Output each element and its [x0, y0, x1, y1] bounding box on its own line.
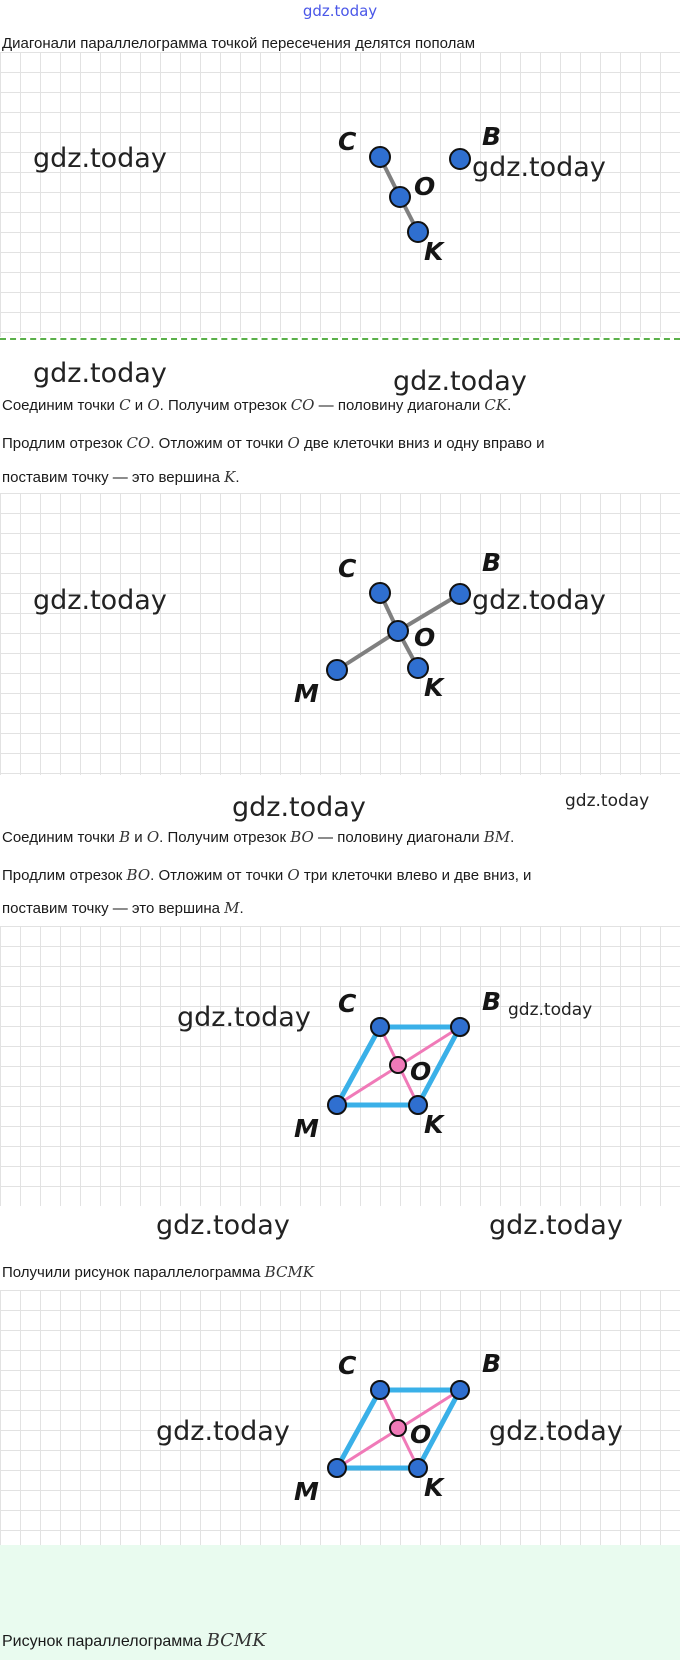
point-c — [370, 147, 390, 167]
point-o — [388, 621, 408, 641]
watermark: gdz.today — [472, 152, 606, 183]
label-o: O — [410, 1057, 432, 1086]
point-m — [327, 660, 347, 680]
label-k: K — [424, 1473, 444, 1502]
figure-caption: Рисунок параллелограмма BCMK — [2, 1630, 266, 1651]
point-b — [450, 149, 470, 169]
watermark: gdz.today — [232, 792, 366, 823]
step-1-line-1: Соединим точки C и O. Получим отрезок CO — половину диагонали CK. — [2, 396, 512, 414]
label-o: O — [410, 1420, 432, 1449]
label-k: K — [424, 237, 444, 266]
label-b: B — [482, 548, 502, 577]
point-c — [371, 1018, 389, 1036]
point-c — [370, 583, 390, 603]
point-o — [390, 1057, 406, 1073]
figure-4-drawing — [0, 1290, 680, 1545]
step-2-line-2: Продлим отрезок BO. Отложим от точки O три клеточки влево и две вниз, и — [2, 866, 532, 884]
step-2-line-3: поставим точку — это вершина M. — [2, 899, 244, 917]
watermark: gdz.today — [472, 585, 606, 616]
result-text: Получили рисунок параллелограмма BCMK — [2, 1263, 315, 1281]
watermark: gdz.today — [393, 366, 527, 397]
label-o: O — [414, 623, 436, 652]
label-c: C — [338, 127, 357, 156]
watermark: gdz.today — [489, 1210, 623, 1241]
point-b — [451, 1381, 469, 1399]
point-b — [451, 1018, 469, 1036]
label-m: M — [294, 1114, 319, 1143]
step-2-line-1: Соединим точки B и O. Получим отрезок BO — половину диагонали BM. — [2, 828, 515, 846]
intro-text: Диагонали параллелограмма точкой пересечения делятся пополам — [2, 35, 476, 52]
watermark: gdz.today — [508, 1000, 593, 1020]
site-brand[interactable]: gdz.today — [302, 2, 378, 20]
point-o — [390, 1420, 406, 1436]
watermark: gdz.today — [156, 1210, 290, 1241]
label-k: K — [424, 1110, 444, 1139]
watermark: gdz.today — [565, 791, 650, 811]
watermark: gdz.today — [33, 585, 167, 616]
label-b: B — [482, 1349, 502, 1378]
label-k: K — [424, 673, 444, 702]
watermark: gdz.today — [33, 358, 167, 389]
label-b: B — [482, 987, 502, 1016]
label-c: C — [338, 554, 357, 583]
point-c — [371, 1381, 389, 1399]
label-m: M — [294, 1477, 319, 1506]
label-o: O — [414, 172, 436, 201]
section-divider — [0, 338, 680, 340]
label-c: C — [338, 989, 357, 1018]
label-c: C — [338, 1351, 357, 1380]
point-b — [450, 584, 470, 604]
point-m — [328, 1459, 346, 1477]
point-m — [328, 1096, 346, 1114]
label-m: M — [294, 679, 319, 708]
watermark: gdz.today — [33, 143, 167, 174]
step-1-line-2: Продлим отрезок CO. Отложим от точки O две клеточки вниз и одну вправо и — [2, 434, 545, 452]
figure-1-drawing — [0, 52, 680, 337]
label-b: B — [482, 122, 502, 151]
point-o — [390, 187, 410, 207]
step-1-line-3: поставим точку — это вершина K. — [2, 468, 240, 486]
figure-3-drawing — [0, 926, 680, 1206]
watermark: gdz.today — [177, 1002, 311, 1033]
watermark: gdz.today — [156, 1416, 290, 1447]
watermark: gdz.today — [489, 1416, 623, 1447]
figure-2-drawing — [0, 493, 680, 775]
